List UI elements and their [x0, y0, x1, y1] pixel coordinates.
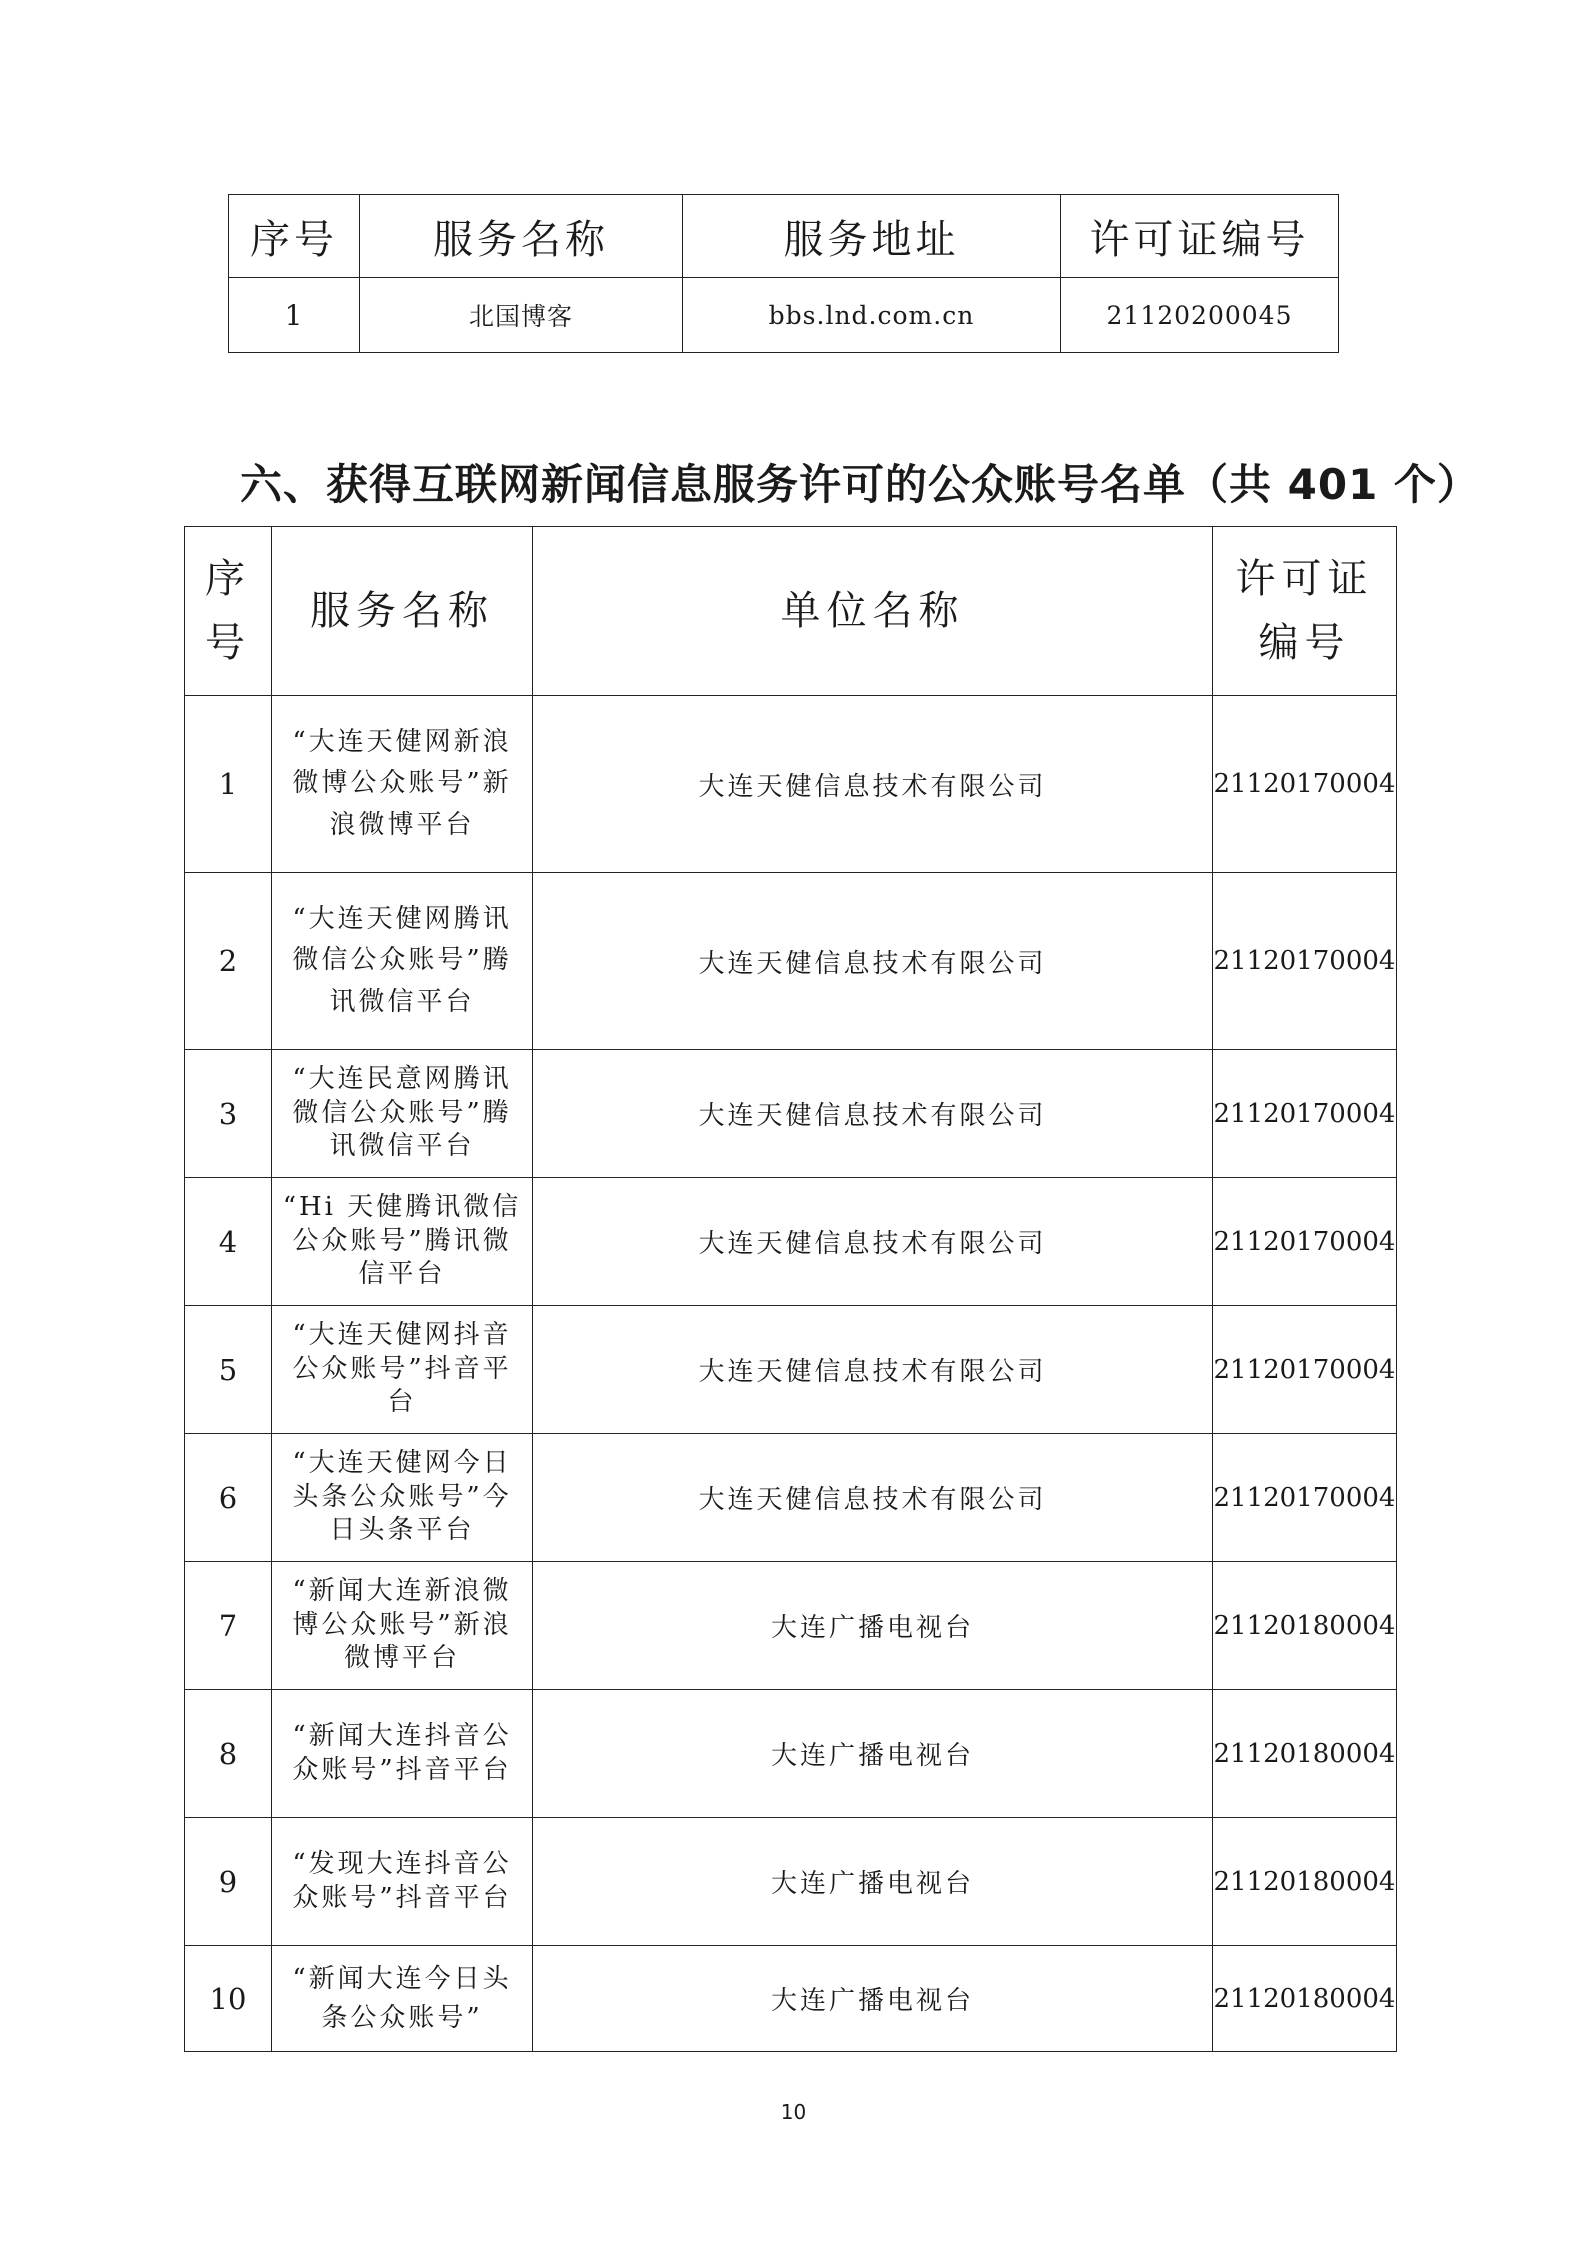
cell-service-name: “大连天健网今日头条公众账号”今日头条平台: [272, 1434, 533, 1562]
cell-license-number: 21120170004: [1213, 1306, 1397, 1434]
cell-seq: 5: [185, 1306, 272, 1434]
table-row: [185, 1178, 1397, 1306]
table-row: [185, 1306, 1397, 1434]
cell-license-number: 21120170004: [1213, 1178, 1397, 1306]
table-header-row: [229, 195, 1339, 278]
service-address-table: [228, 194, 1339, 353]
cell-license-number: 21120180004: [1213, 1562, 1397, 1690]
cell-unit-name: 大连天健信息技术有限公司: [533, 1434, 1213, 1562]
cell-service-name: “发现大连抖音公众账号”抖音平台: [272, 1818, 533, 1946]
table-row: [185, 873, 1397, 1050]
cell-license-number: 21120170004: [1213, 696, 1397, 873]
cell-service-name: “Hi 天健腾讯微信公众账号”腾讯微信平台: [272, 1178, 533, 1306]
header-seq: 序号: [229, 195, 360, 278]
cell-service-name: “大连天健网新浪微博公众账号”新浪微博平台: [272, 696, 533, 873]
header-license-number: 许可证编号: [1061, 195, 1339, 278]
cell-service-name: “新闻大连今日头条公众账号”: [272, 1946, 533, 2052]
cell-unit-name: 大连天健信息技术有限公司: [533, 1306, 1213, 1434]
cell-seq: 4: [185, 1178, 272, 1306]
header-license-number: 许可证编号: [1213, 527, 1397, 696]
header-service-name: 服务名称: [272, 527, 533, 696]
cell-license-number: 21120180004: [1213, 1946, 1397, 2052]
page-number: 10: [780, 2100, 807, 2124]
cell-unit-name: 大连天健信息技术有限公司: [533, 696, 1213, 873]
cell-seq: 9: [185, 1818, 272, 1946]
cell-unit-name: 大连广播电视台: [533, 1562, 1213, 1690]
cell-unit-name: 大连天健信息技术有限公司: [533, 1178, 1213, 1306]
cell-seq: 7: [185, 1562, 272, 1690]
table-row: [185, 1434, 1397, 1562]
cell-seq: 1: [229, 278, 360, 353]
cell-service-name: “大连天健网抖音公众账号”抖音平台: [272, 1306, 533, 1434]
table-row: [185, 696, 1397, 873]
cell-seq: 8: [185, 1690, 272, 1818]
cell-service-name: “大连民意网腾讯微信公众账号”腾讯微信平台: [272, 1050, 533, 1178]
cell-license-number: 21120200045: [1061, 278, 1339, 353]
cell-service-name: “新闻大连抖音公众账号”抖音平台: [272, 1690, 533, 1818]
cell-unit-name: 大连广播电视台: [533, 1946, 1213, 2052]
header-service-name: 服务名称: [360, 195, 683, 278]
header-service-address: 服务地址: [683, 195, 1061, 278]
table-row: [185, 1050, 1397, 1178]
cell-seq: 1: [185, 696, 272, 873]
cell-service-name: “新闻大连新浪微博公众账号”新浪微博平台: [272, 1562, 533, 1690]
cell-license-number: 21120180004: [1213, 1690, 1397, 1818]
cell-service-name: 北国博客: [360, 278, 683, 353]
cell-seq: 6: [185, 1434, 272, 1562]
cell-seq: 10: [185, 1946, 272, 2052]
table-row: [185, 1818, 1397, 1946]
table-row: [185, 1690, 1397, 1818]
cell-unit-name: 大连天健信息技术有限公司: [533, 1050, 1213, 1178]
cell-unit-name: 大连广播电视台: [533, 1690, 1213, 1818]
cell-unit-name: 大连广播电视台: [533, 1818, 1213, 1946]
cell-license-number: 21120170004: [1213, 1434, 1397, 1562]
cell-service-address: bbs.lnd.com.cn: [683, 278, 1061, 353]
table-row: [185, 1562, 1397, 1690]
cell-license-number: 21120170004: [1213, 1050, 1397, 1178]
cell-license-number: 21120180004: [1213, 1818, 1397, 1946]
table-header-row: [185, 527, 1397, 696]
public-accounts-table: [184, 526, 1397, 2052]
cell-license-number: 21120170004: [1213, 873, 1397, 1050]
header-seq: 序号: [185, 527, 272, 696]
header-unit-name: 单位名称: [533, 527, 1213, 696]
table-row: [229, 278, 1339, 353]
cell-seq: 2: [185, 873, 272, 1050]
table-row: [185, 1946, 1397, 2052]
section-title: 六、获得互联网新闻信息服务许可的公众账号名单（共 401 个）: [240, 460, 1480, 509]
cell-service-name: “大连天健网腾讯微信公众账号”腾讯微信平台: [272, 873, 533, 1050]
cell-seq: 3: [185, 1050, 272, 1178]
cell-unit-name: 大连天健信息技术有限公司: [533, 873, 1213, 1050]
